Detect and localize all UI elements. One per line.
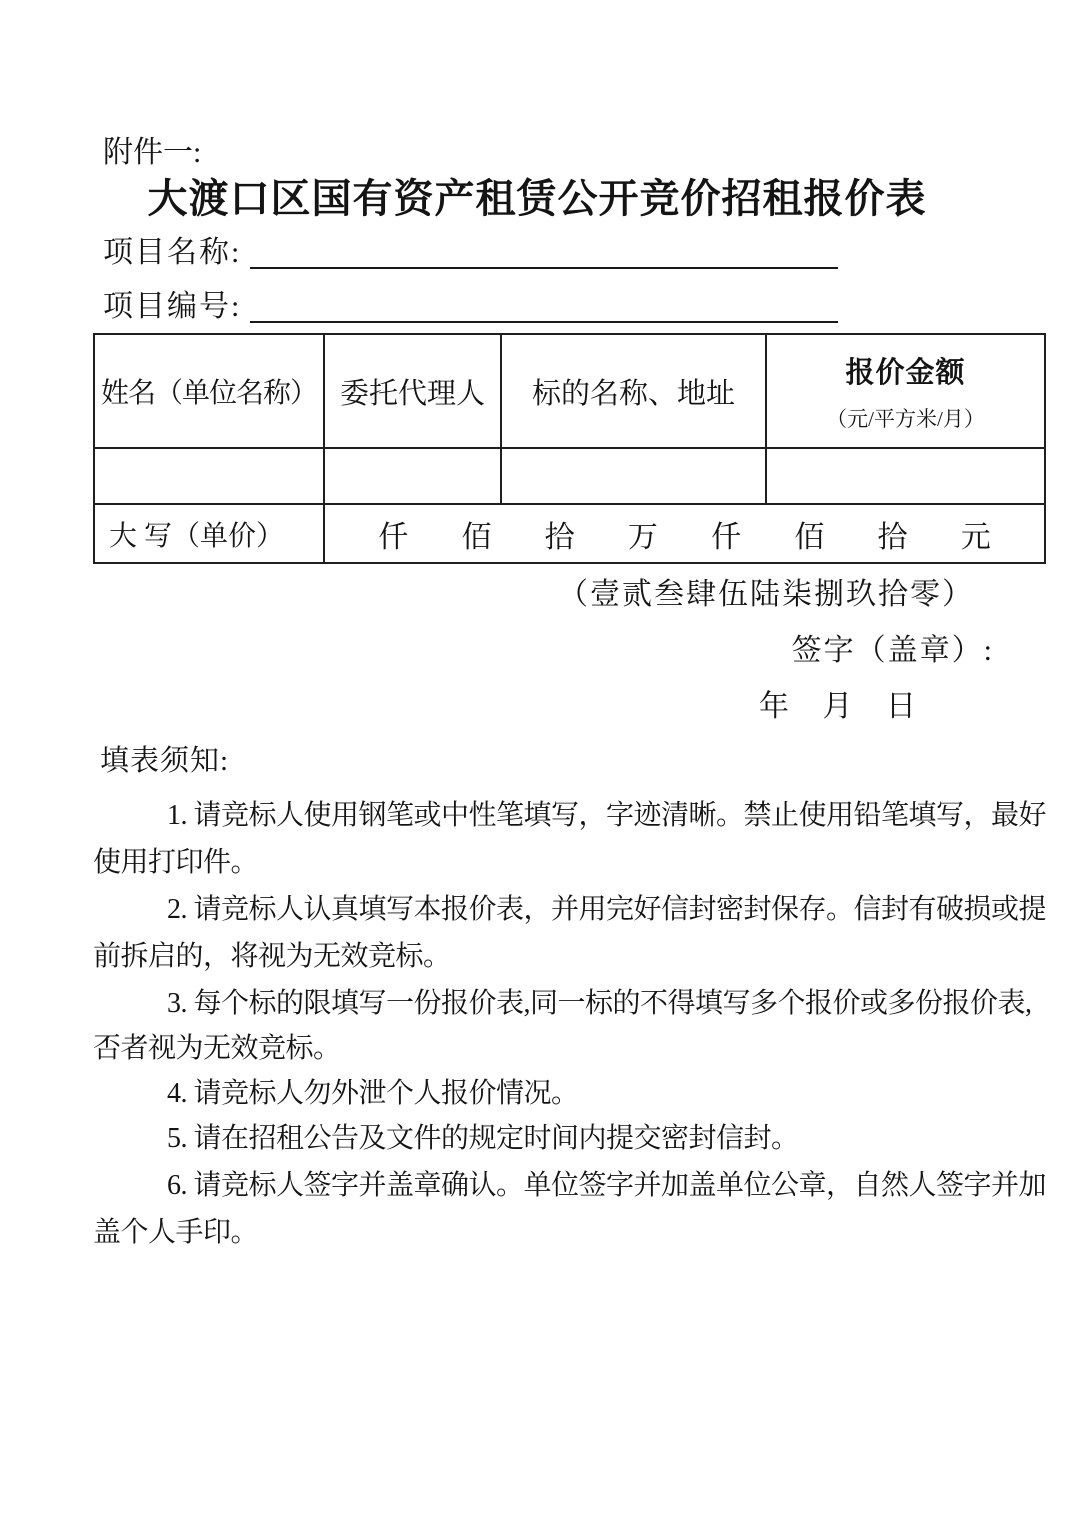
price-unit: （元/平方米/月） [826,406,985,431]
date-month-label: 月 [822,690,853,723]
blank-cell-price [767,449,1044,505]
unit-thousand: 仟 [378,520,409,554]
price-title: 报价金额 [845,354,966,389]
note-line: 1. 请竞标人使用钢笔或中性笔填写，字迹清晰。禁止使用铅笔填写，最好 [167,800,1047,831]
table-header-bidder-name: 姓名（单位名称） [95,335,325,449]
unit-tenthousand: 万 [627,520,658,554]
blank-cell-bidder-name [95,449,325,505]
note-line: 使用打印件。 [93,847,259,878]
note-line: 2. 请竞标人认真填写本报价表，并用完好信封密封保存。信封有破损或提 [167,894,1047,925]
quotation-table [93,333,1046,564]
note-line: 盖个人手印。 [93,1217,259,1248]
page-title: 大渡口区国有资产租赁公开竞价招租报价表 [147,176,927,222]
uppercase-digits-reference: （壹贰叁肆伍陆柒捌玖拾零） [558,578,974,611]
sign-seal-label: 签字（盖章）: [791,634,994,667]
table-header-agent: 委托代理人 [325,335,502,449]
unit-hundred: 佰 [461,520,492,554]
unit-ten: 拾 [544,520,575,554]
note-line: 4. 请竞标人勿外泄个人报价情况。 [167,1078,579,1109]
project-number-blank-line [250,293,838,323]
notes-heading: 填表须知: [100,745,230,777]
note-line: 3. 每个标的限填写一份报价表,同一标的不得填写多个报价或多份报价表, [167,988,1032,1019]
date-line [759,690,916,725]
table-header-target: 标的名称、地址 [502,335,767,449]
project-name-blank-line [250,239,838,269]
unit-hundred-2: 佰 [794,520,825,554]
unit-ten-2: 拾 [877,520,908,554]
unit-yuan: 元 [960,520,991,554]
unit-thousand-2: 仟 [711,520,742,554]
table-header-price [767,335,1044,449]
note-line: 5. 请在招租公告及文件的规定时间内提交密封信封。 [167,1123,799,1154]
uppercase-units-cell [325,505,1044,562]
project-name-label: 项目名称: [103,236,242,269]
attachment-label: 附件一: [103,136,202,169]
note-line: 否者视为无效竞标。 [93,1033,341,1064]
project-number-label: 项目编号: [103,290,242,323]
blank-cell-agent [325,449,502,505]
note-line: 6. 请竞标人签字并盖章确认。单位签字并加盖单位公章，自然人签字并加 [167,1170,1047,1201]
date-year-label: 年 [759,690,789,723]
blank-cell-target [502,449,767,505]
uppercase-row-label: 大 写（单价） [95,505,325,562]
date-day-label: 日 [886,690,916,723]
note-line: 前拆启的，将视为无效竞标。 [93,941,451,972]
